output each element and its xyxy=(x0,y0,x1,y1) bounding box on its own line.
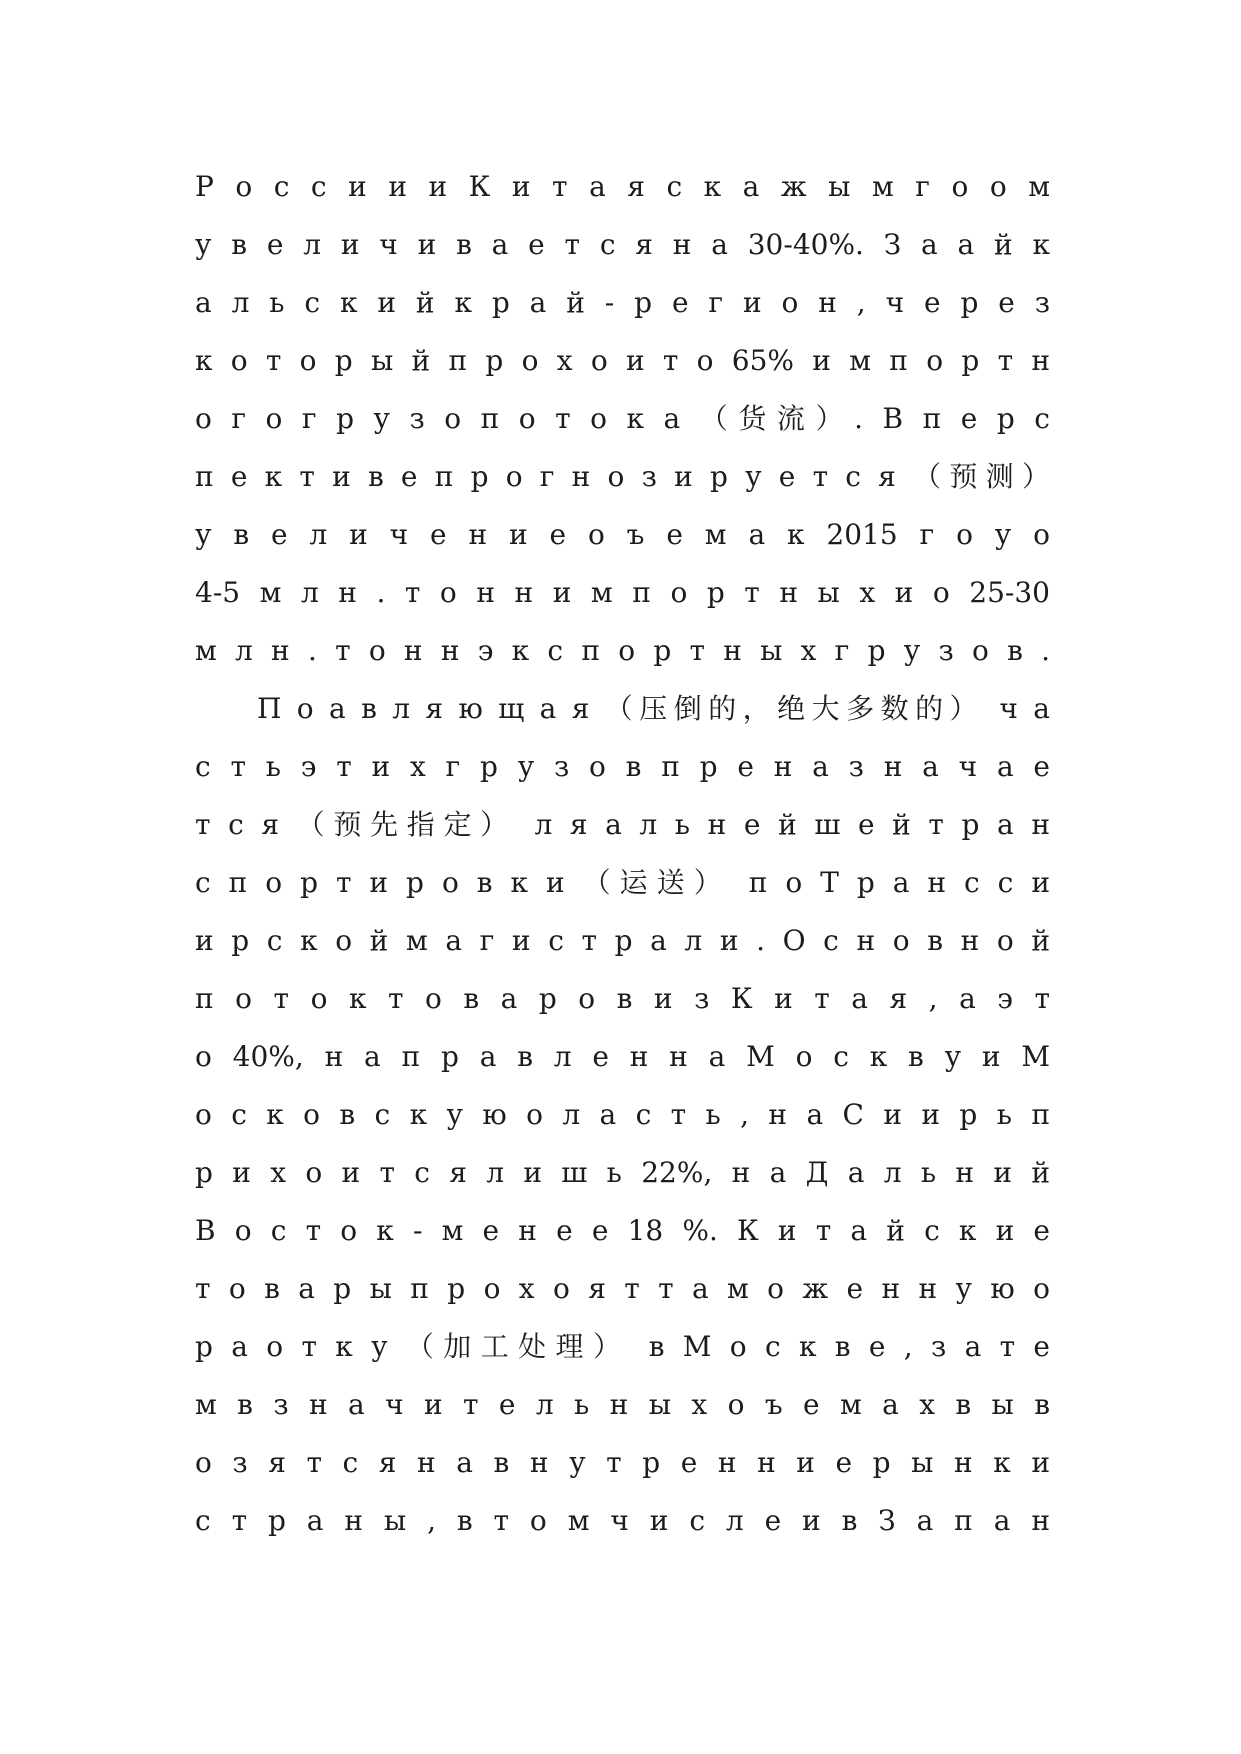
text-line: у в е л и ч е н и е о ъ е м а к 2015 г о у о xyxy=(195,518,1050,551)
text-line: с п о р т и р о в к и （运送） п о Т р а н с с и xyxy=(195,866,1050,899)
text-line: к о т о р ы й п р о х о и т о 65% и м п о р т н xyxy=(195,344,1050,377)
text-line: В о с т о к - м е н е е 18 %. К и т а й с к и е xyxy=(195,1214,1050,1247)
text-line: п о т о к т о в а р о в и з К и т а я , а э т xyxy=(195,982,1050,1015)
text-line: у в е л и ч и в а е т с я н а 30-40%. З а а й к xyxy=(195,228,1050,261)
text-line: о с к о в с к у ю о л а с т ь , н а С и и р ь п xyxy=(195,1098,1050,1131)
text-line: м в з н а ч и т е л ь н ы х о ъ е м а х в ы в xyxy=(195,1388,1050,1421)
text-line: а л ь с к и й к р а й - р е г и о н , ч е р е з xyxy=(195,286,1050,319)
document-text-body xyxy=(195,158,1050,1550)
text-line: р а о т к у （加工处理） в М о с к в е , з а т е xyxy=(195,1330,1050,1363)
text-line: Р о с с и и и К и т а я с к а ж ы м г о о м xyxy=(195,170,1050,203)
text-line: 4-5 м л н . т о н н и м п о р т н ы х и о 25-30 xyxy=(195,576,1050,609)
text-line: м л н . т о н н э к с п о р т н ы х г р у з о в . xyxy=(195,634,1050,667)
paragraph-start-line: П о а в л я ю щ а я （压倒的，绝大多数的） ч а xyxy=(257,692,1050,725)
text-line: о з я т с я н а в н у т р е н н и е р ы н к и xyxy=(195,1446,1050,1479)
text-line: о г о г р у з о п о т о к а （货流）. В п е р с xyxy=(195,402,1050,435)
text-line: т о в а р ы п р о х о я т т а м о ж е н н у ю о xyxy=(195,1272,1050,1305)
text-line: с т р а н ы , в т о м ч и с л е и в З а п а н xyxy=(195,1504,1050,1537)
text-line: с т ь э т и х г р у з о в п р е н а з н а ч а е xyxy=(195,750,1050,783)
text-line: т с я （预先指定） л я а л ь н е й ш е й т р а н xyxy=(195,808,1050,841)
text-line: о 40%, н а п р а в л е н н а М о с к в у и М xyxy=(195,1040,1050,1073)
text-line: п е к т и в е п р о г н о з и р у е т с я （预测） xyxy=(195,460,1050,493)
text-line: и р с к о й м а г и с т р а л и . О с н о в н о й xyxy=(195,924,1050,957)
text-line: р и х о и т с я л и ш ь 22%, н а Д а л ь н и й xyxy=(195,1156,1050,1189)
